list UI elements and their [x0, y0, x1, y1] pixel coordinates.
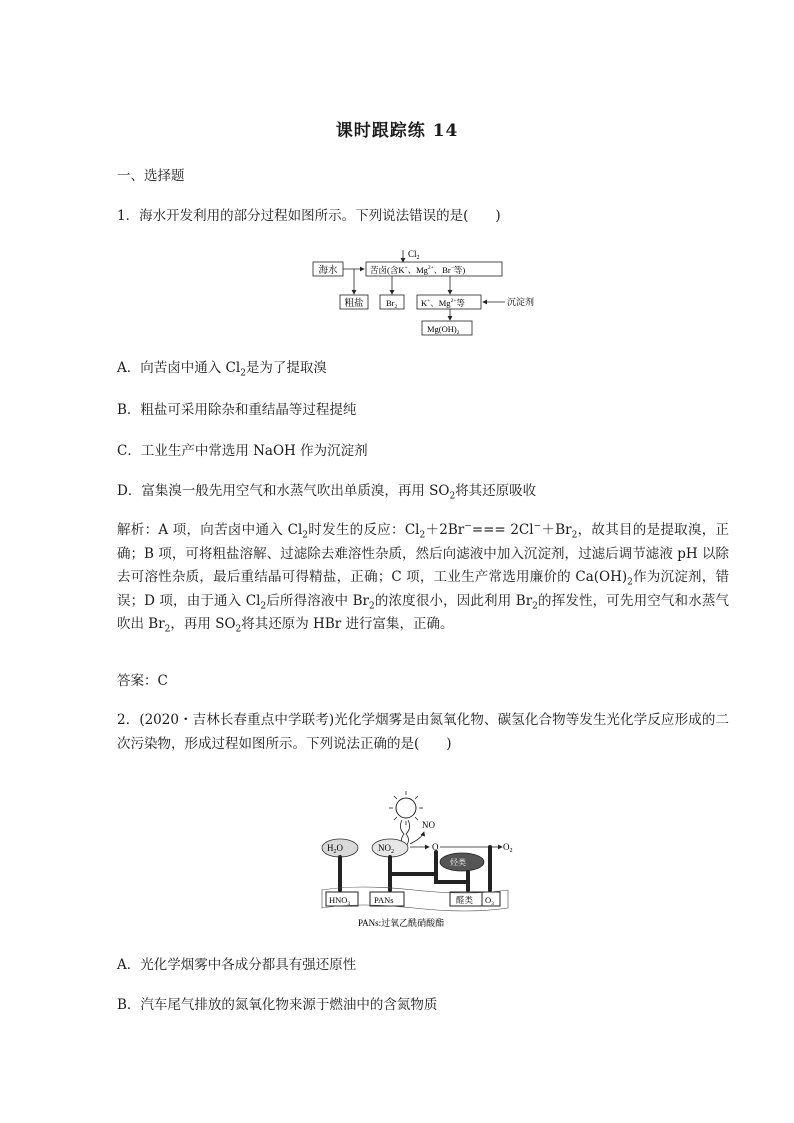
- q1-option-b: B．粗盐可采用除杂和重结晶等过程提纯: [117, 402, 357, 418]
- h2o-label: $H_2O$: [327, 843, 343, 855]
- seawater-label: 海水: [318, 266, 338, 276]
- no-label: NO: [422, 820, 435, 830]
- question-2-stem: 2．(2020・吉林长春重点中学联考)光化学烟雾是由氮氧化物、碳氢化合物等发生光化学反应形成的二次污染物，形成过程如图所示。下列说法正确的是( ): [117, 712, 729, 752]
- no2-label: $NO_2$: [378, 843, 394, 855]
- precipitant-label: 沉淀剂: [507, 297, 535, 307]
- q1-answer: 答案：C: [117, 673, 168, 689]
- crude-salt-label: 粗盐: [344, 299, 364, 309]
- q1-option-d: D．富集溴一般先用空气和水蒸气吹出单质溴，再用 $SO_2$将其还原吸收: [117, 483, 537, 502]
- q1-analysis: 解析：A 项，向苦卤中通入 $Cl_2$时发生的反应：$Cl_2+2Br^-=== 2Cl^-+Br_2$，故其目的是提取溴，正确；B 项，可将粗盐溶解、过滤除去难溶性杂质，然后向滤液中加入沉淀剂，过滤后调节滤液 pH 以除去可溶性杂质，最后重结晶可得精盐，正确；C 项，工业生产常选用廉价的 $Ca(OH)_2$作为沉淀剂，错误；D 项，由于通入 $Cl_2$后所得溶液中 $Br_2$的浓度很小，因此利用 $Br_2$的挥发性，可先用空气和水蒸气吹出 $Br_2$，再用 $SO_2$将其还原为 HBr 进行富集，正确。: [117, 521, 730, 635]
- diagram-caption: PANs:过氧乙酰硝酸酯: [358, 918, 445, 928]
- brine-label: 苦卤(含K+、$Mg^{2+}$、Br−等): [370, 265, 466, 275]
- o3-label: $O_3$: [485, 895, 494, 907]
- q2-option-a: A．光化学烟雾中各成分都具有强还原性: [117, 957, 357, 973]
- mgoh2-label: $Mg(OH)_2$: [427, 324, 460, 336]
- hydrocarbon-label: 烃类: [450, 858, 466, 867]
- pans-label: PANs: [374, 895, 394, 905]
- hno3-label: $HNO_3$: [329, 895, 351, 907]
- cl2-label: $Cl_2$: [408, 249, 420, 261]
- q2-option-b: B．汽车尾气排放的氮氧化物来源于燃油中的含氮物质: [117, 997, 438, 1013]
- sun-icon: [389, 791, 423, 846]
- smog-formation-diagram: [318, 786, 528, 932]
- o2-label: $O_2$: [503, 842, 513, 854]
- q1-option-c: C．工业生产中常选用 NaOH 作为沉淀剂: [117, 443, 368, 459]
- q1-option-a: A．向苦卤中通入 $Cl_2$是为了提取溴: [117, 360, 327, 379]
- question-1-stem: 1．海水开发利用的部分过程如图所示。下列说法错误的是( ): [117, 208, 501, 224]
- ions-label: K+、$Mg^{2+}$等: [421, 298, 465, 308]
- o-label: O: [432, 842, 439, 852]
- br2-label: $Br_2$: [386, 298, 398, 310]
- aldehyde-label: 醛类: [456, 895, 474, 905]
- section-heading: 一、选择题: [117, 168, 185, 184]
- page-title: 课时跟踪练 14: [335, 121, 459, 141]
- seawater-process-diagram: [300, 242, 560, 338]
